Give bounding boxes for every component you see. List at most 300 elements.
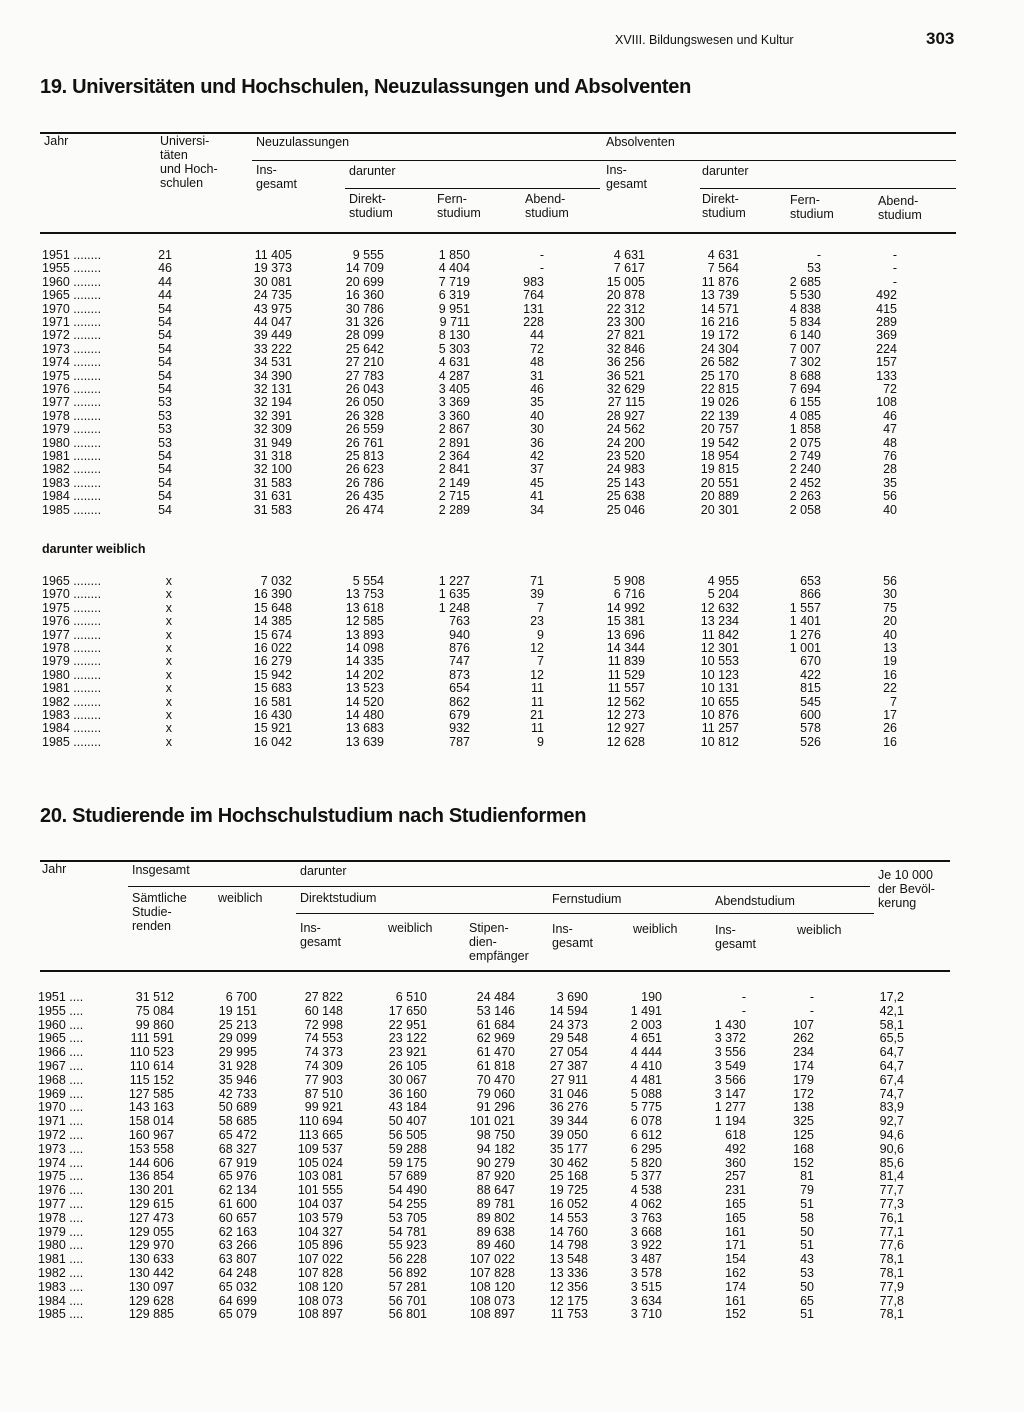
t19w-value-cell: 11 839 bbox=[607, 654, 645, 669]
t20-header-direkt-insgesamt bbox=[300, 921, 341, 949]
t19w-value-cell: x bbox=[165, 654, 172, 669]
t19w-value-cell: 13 639 bbox=[345, 734, 384, 749]
t19w-value-cell: 1 248 bbox=[438, 600, 470, 615]
t19w-value-cell: 11 529 bbox=[607, 667, 645, 682]
t19-neu-direkt-line1: Direkt- bbox=[349, 192, 386, 206]
t20-year-cell: 1967 .... bbox=[38, 1059, 84, 1073]
t19w-value-cell: 15 674 bbox=[253, 627, 292, 642]
t19-year-cell: 1965 ........ bbox=[42, 288, 102, 303]
t19w-value-cell: 11 bbox=[531, 694, 544, 709]
t20-value-cell: 27 054 bbox=[549, 1045, 588, 1060]
t19-value-cell: 31 326 bbox=[345, 315, 384, 329]
t19-header-jahr: Jahr bbox=[44, 134, 69, 148]
t19w-value-cell: 1 276 bbox=[789, 627, 821, 642]
t19w-value-cell: 26 bbox=[883, 721, 897, 736]
t19-value-cell: 19 026 bbox=[700, 395, 739, 410]
t20-value-cell: - bbox=[809, 1003, 814, 1018]
t20-value-cell: - bbox=[741, 1003, 746, 1018]
t19w-value-cell: 13 696 bbox=[606, 627, 645, 642]
t20-value-cell: 54 255 bbox=[388, 1197, 427, 1211]
t19-value-cell: 25 170 bbox=[700, 368, 739, 383]
t19-value-cell: 7 007 bbox=[789, 341, 821, 356]
t19-value-cell: 25 813 bbox=[345, 449, 384, 463]
t19-value-cell: 53 bbox=[807, 261, 821, 276]
t20-value-cell: 3 372 bbox=[714, 1031, 746, 1046]
t20-value-cell: 23 921 bbox=[388, 1045, 427, 1060]
t19w-value-cell: 71 bbox=[530, 574, 544, 588]
t19w-value-cell: 16 279 bbox=[253, 654, 292, 669]
t19-value-cell: 54 bbox=[158, 502, 172, 517]
t20-value-cell: 89 638 bbox=[476, 1224, 515, 1239]
t19w-value-cell: 12 bbox=[530, 641, 544, 655]
t19w-value-cell: 12 bbox=[530, 667, 544, 682]
t19-value-cell: 20 878 bbox=[606, 288, 645, 303]
t20-value-cell: 36 276 bbox=[549, 1100, 588, 1115]
t19w-value-cell: x bbox=[165, 587, 172, 602]
t20-header-direktstudium: Direktstudium bbox=[300, 891, 377, 905]
t19-value-cell: 26 435 bbox=[345, 489, 384, 504]
t19-year-cell: 1970 ........ bbox=[42, 301, 102, 316]
t20-value-cell: 87 510 bbox=[304, 1086, 343, 1101]
t20-value-cell: 90 279 bbox=[476, 1155, 515, 1170]
t20-year-cell: 1982 .... bbox=[38, 1266, 84, 1280]
t19w-value-cell: 14 992 bbox=[606, 600, 645, 615]
t20-value-cell: 3 578 bbox=[630, 1266, 662, 1280]
t19w-value-cell: 4 955 bbox=[707, 574, 739, 588]
t19-value-cell: 13 739 bbox=[700, 288, 739, 303]
t20-header-abend-weiblich: weiblich bbox=[797, 923, 842, 937]
t20-value-cell: 3 922 bbox=[630, 1238, 662, 1253]
t20-header-saemtliche bbox=[132, 891, 187, 933]
t19w-value-cell: 654 bbox=[449, 681, 470, 696]
t19-value-cell: 8 688 bbox=[789, 368, 821, 383]
running-head: XVIII. Bildungswesen und Kultur bbox=[615, 33, 794, 47]
t20-value-cell: 6 510 bbox=[395, 990, 427, 1004]
t20-value-cell: 53 705 bbox=[388, 1210, 427, 1225]
t20-year-cell: 1972 .... bbox=[38, 1128, 84, 1142]
t19-value-cell: 2 685 bbox=[789, 274, 821, 289]
t19w-value-cell: 7 032 bbox=[260, 574, 292, 588]
t20-value-cell: 77,9 bbox=[879, 1279, 904, 1294]
t20-value-cell: 107 022 bbox=[469, 1252, 515, 1267]
t20-fern-ins-line2: gesamt bbox=[552, 936, 593, 950]
t20-value-cell: 51 bbox=[800, 1238, 814, 1253]
t20-value-cell: 63 266 bbox=[218, 1238, 257, 1253]
t19-value-cell: 11 405 bbox=[254, 248, 292, 262]
t19-value-cell: 54 bbox=[158, 475, 172, 490]
t19-value-cell: 20 757 bbox=[700, 422, 739, 437]
t20-value-cell: 67,4 bbox=[879, 1072, 904, 1087]
t20-value-cell: 115 152 bbox=[129, 1072, 174, 1087]
t19-year-cell: 1984 ........ bbox=[42, 489, 102, 504]
t20-value-cell: 58,1 bbox=[879, 1017, 904, 1032]
t19-value-cell: 53 bbox=[158, 422, 172, 437]
t19-value-cell: 24 304 bbox=[700, 341, 739, 356]
t20-value-cell: 51 bbox=[800, 1307, 814, 1322]
t20-value-cell: 64 248 bbox=[218, 1266, 257, 1280]
t20-value-cell: 64 699 bbox=[218, 1293, 257, 1308]
t19-value-cell: 4 631 bbox=[707, 248, 739, 262]
t19-year-cell: 1980 ........ bbox=[42, 435, 102, 450]
t19w-value-cell: 787 bbox=[449, 734, 470, 749]
t20-value-cell: 3 690 bbox=[556, 990, 588, 1004]
t20-value-cell: 190 bbox=[641, 990, 662, 1004]
t20-value-cell: 77,6 bbox=[879, 1238, 904, 1253]
t19w-year-cell: 1977 ........ bbox=[42, 627, 102, 642]
t19w-value-cell: 16 bbox=[883, 734, 897, 749]
t20-value-cell: 30 067 bbox=[388, 1072, 427, 1087]
t20-value-cell: 99 921 bbox=[304, 1100, 343, 1115]
t20-year-cell: 1960 .... bbox=[38, 1017, 84, 1032]
t20-value-cell: 50 bbox=[800, 1224, 814, 1239]
t19-value-cell: 22 312 bbox=[606, 301, 645, 316]
t20-value-cell: 35 946 bbox=[218, 1072, 257, 1087]
t19-value-cell: 2 149 bbox=[438, 475, 470, 490]
t19w-value-cell: 932 bbox=[449, 721, 470, 736]
t20-value-cell: 89 781 bbox=[476, 1197, 515, 1211]
t20-year-cell: 1975 .... bbox=[38, 1169, 84, 1184]
t19w-year-cell: 1978 ........ bbox=[42, 641, 102, 655]
t19-year-cell: 1971 ........ bbox=[42, 315, 102, 329]
t20-value-cell: 29 099 bbox=[218, 1031, 257, 1046]
t20-je-line3: kerung bbox=[878, 896, 917, 910]
t19-value-cell: 54 bbox=[158, 368, 172, 383]
t20-value-cell: 89 802 bbox=[476, 1210, 515, 1225]
t20-value-cell: 54 490 bbox=[388, 1183, 427, 1198]
t19w-value-cell: 9 bbox=[537, 627, 544, 642]
t19w-value-cell: 14 335 bbox=[345, 654, 384, 669]
t19w-value-cell: 873 bbox=[449, 667, 470, 682]
t19-header-abs-darunter: darunter bbox=[702, 164, 749, 178]
t20-header-jahr: Jahr bbox=[42, 862, 67, 876]
t20-abend-ins-line2: gesamt bbox=[715, 937, 756, 951]
t19w-value-cell: 11 557 bbox=[607, 681, 645, 696]
t19-value-cell: 23 300 bbox=[606, 315, 645, 329]
t19-value-cell: 48 bbox=[883, 435, 897, 450]
t19-value-cell: 27 115 bbox=[607, 395, 645, 410]
t20-value-cell: 3 515 bbox=[630, 1279, 662, 1294]
t20-value-cell: 57 281 bbox=[388, 1279, 427, 1294]
t19w-value-cell: 75 bbox=[883, 600, 897, 615]
t20-value-cell: 130 442 bbox=[128, 1266, 174, 1280]
t19w-value-cell: 19 bbox=[883, 654, 897, 669]
t19w-value-cell: 12 927 bbox=[606, 721, 645, 736]
t20-value-cell: 257 bbox=[725, 1169, 746, 1184]
t20-value-cell: 130 201 bbox=[128, 1183, 174, 1198]
t20-value-cell: 1 277 bbox=[714, 1100, 746, 1115]
t19w-value-cell: 15 683 bbox=[253, 681, 292, 696]
t20-value-cell: 104 327 bbox=[297, 1224, 343, 1239]
t19-value-cell: 54 bbox=[158, 462, 172, 477]
t19-value-cell: 44 bbox=[530, 328, 544, 343]
t19w-value-cell: x bbox=[165, 721, 172, 736]
t20-value-cell: 77 903 bbox=[304, 1072, 343, 1087]
t20-value-cell: 158 014 bbox=[128, 1114, 174, 1129]
t19w-value-cell: 11 bbox=[531, 681, 544, 696]
t20-value-cell: 31 046 bbox=[549, 1086, 588, 1101]
t20-value-cell: 53 146 bbox=[476, 1003, 515, 1018]
t19w-value-cell: 9 bbox=[537, 734, 544, 749]
t19-value-cell: 37 bbox=[530, 462, 544, 477]
t20-value-cell: 25 168 bbox=[549, 1169, 588, 1184]
t19w-value-cell: 815 bbox=[800, 681, 821, 696]
t19-value-cell: 36 bbox=[530, 435, 544, 450]
t19-univ-line1: Universi- bbox=[160, 134, 210, 148]
t19w-value-cell: 12 301 bbox=[700, 641, 739, 655]
t20-year-cell: 1985 .... bbox=[38, 1307, 84, 1322]
t19w-value-cell: x bbox=[165, 708, 172, 722]
t19-value-cell: 415 bbox=[876, 301, 897, 316]
t19-header-neu-fern bbox=[437, 192, 481, 220]
t20-value-cell: 14 594 bbox=[549, 1003, 588, 1018]
t20-value-cell: 64,7 bbox=[879, 1045, 904, 1060]
t20-value-cell: 108 897 bbox=[297, 1307, 343, 1322]
t19w-value-cell: 1 001 bbox=[789, 641, 821, 655]
t20-value-cell: 17,2 bbox=[879, 990, 904, 1004]
t20-value-cell: 153 558 bbox=[128, 1141, 174, 1156]
t20-value-cell: 56 892 bbox=[388, 1266, 427, 1280]
t19w-value-cell: 10 131 bbox=[700, 681, 739, 696]
t20-year-cell: 1984 .... bbox=[38, 1293, 84, 1308]
t20-value-cell: 65 976 bbox=[218, 1169, 257, 1184]
t20-value-cell: 65 032 bbox=[218, 1279, 257, 1294]
t19-value-cell: 14 571 bbox=[700, 301, 739, 316]
t20-value-cell: 325 bbox=[793, 1114, 814, 1129]
t20-value-cell: 60 148 bbox=[304, 1003, 343, 1018]
t19-value-cell: 492 bbox=[876, 288, 897, 303]
t19-value-cell: 2 058 bbox=[789, 502, 821, 517]
t20-value-cell: 3 566 bbox=[714, 1072, 746, 1087]
t20-value-cell: 108 073 bbox=[297, 1293, 343, 1308]
t19-value-cell: 34 531 bbox=[253, 355, 292, 370]
t19-header-universitaeten bbox=[160, 134, 218, 190]
t19w-value-cell: 545 bbox=[800, 694, 821, 709]
t19-value-cell: 26 786 bbox=[345, 475, 384, 490]
t20-value-cell: 231 bbox=[725, 1183, 746, 1198]
t20-value-cell: 89 460 bbox=[476, 1238, 515, 1253]
t19-value-cell: 2 289 bbox=[438, 502, 470, 517]
t20-stip-line1: Stipen- bbox=[469, 921, 509, 935]
t20-value-cell: 136 854 bbox=[128, 1169, 174, 1184]
t20-value-cell: 3 556 bbox=[714, 1045, 746, 1060]
t20-value-cell: 65 bbox=[800, 1293, 814, 1308]
t19-value-cell: 19 542 bbox=[700, 435, 739, 450]
t19-year-cell: 1976 ........ bbox=[42, 382, 102, 396]
t20-value-cell: 31 512 bbox=[135, 990, 174, 1004]
t19w-value-cell: 12 585 bbox=[345, 614, 384, 629]
t19-value-cell: 5 303 bbox=[438, 341, 470, 356]
t19-univ-line2: täten bbox=[160, 148, 188, 162]
t19w-value-cell: x bbox=[165, 681, 172, 696]
t19-value-cell: 11 876 bbox=[701, 274, 739, 289]
t19-value-cell: 24 983 bbox=[606, 462, 645, 477]
t20-value-cell: 107 828 bbox=[297, 1266, 343, 1280]
t20-value-cell: 6 612 bbox=[630, 1128, 662, 1142]
t20-value-cell: 59 288 bbox=[388, 1141, 427, 1156]
t20-value-cell: 6 700 bbox=[225, 990, 257, 1004]
t19-value-cell: 2 263 bbox=[789, 489, 821, 504]
table20-rule-3 bbox=[296, 913, 874, 914]
t19w-value-cell: 13 bbox=[883, 641, 897, 655]
t19w-value-cell: 15 381 bbox=[606, 614, 645, 629]
t19-value-cell: 32 629 bbox=[606, 382, 645, 396]
t19-value-cell: - bbox=[539, 261, 544, 276]
t20-year-cell: 1971 .... bbox=[38, 1114, 84, 1129]
t20-year-cell: 1981 .... bbox=[38, 1252, 84, 1267]
t20-value-cell: 35 177 bbox=[549, 1141, 588, 1156]
t19-value-cell: 14 709 bbox=[345, 261, 384, 276]
t20-value-cell: 81 bbox=[800, 1169, 814, 1184]
t19-value-cell: 54 bbox=[158, 449, 172, 463]
t19-abs-abend-line1: Abend- bbox=[878, 194, 919, 208]
t19w-year-cell: 1984 ........ bbox=[42, 721, 102, 736]
t19-value-cell: 2 452 bbox=[789, 475, 821, 490]
t20-value-cell: 12 356 bbox=[549, 1279, 588, 1294]
t20-value-cell: 74 309 bbox=[304, 1059, 343, 1073]
t19-value-cell: 53 bbox=[158, 395, 172, 410]
t19-value-cell: 224 bbox=[876, 341, 897, 356]
t20-value-cell: 3 487 bbox=[630, 1252, 662, 1267]
t20-value-cell: 161 bbox=[725, 1224, 746, 1239]
t20-year-cell: 1951 .... bbox=[38, 990, 84, 1004]
t19-value-cell: 4 631 bbox=[613, 248, 645, 262]
t19-value-cell: 30 786 bbox=[345, 301, 384, 316]
t20-value-cell: 26 105 bbox=[388, 1059, 427, 1073]
t19-value-cell: 24 735 bbox=[253, 288, 292, 303]
t19-value-cell: 32 194 bbox=[253, 395, 292, 410]
t19-year-cell: 1975 ........ bbox=[42, 368, 102, 383]
t19-value-cell: 2 891 bbox=[438, 435, 470, 450]
t19w-value-cell: 56 bbox=[883, 574, 897, 588]
table19-rule-3a bbox=[345, 188, 600, 189]
t20-saemtliche-line1: Sämtliche bbox=[132, 891, 187, 905]
t19w-value-cell: 14 202 bbox=[345, 667, 384, 682]
t20-year-cell: 1969 .... bbox=[38, 1086, 84, 1101]
t19w-value-cell: 6 716 bbox=[613, 587, 645, 602]
t19w-value-cell: 670 bbox=[800, 654, 821, 669]
t19-value-cell: 2 715 bbox=[438, 489, 470, 504]
t19-value-cell: 26 050 bbox=[345, 395, 384, 410]
t20-year-cell: 1976 .... bbox=[38, 1183, 84, 1198]
t20-value-cell: 56 701 bbox=[388, 1293, 427, 1308]
table19-title: 19. Universitäten und Hochschulen, Neuzulassungen und Absolventen bbox=[40, 76, 691, 98]
t19-value-cell: 32 309 bbox=[253, 422, 292, 437]
t19w-value-cell: 5 204 bbox=[707, 587, 739, 602]
t19w-value-cell: 14 520 bbox=[345, 694, 384, 709]
t20-value-cell: 14 760 bbox=[549, 1224, 588, 1239]
t20-value-cell: 36 160 bbox=[388, 1086, 427, 1101]
t20-year-cell: 1983 .... bbox=[38, 1279, 84, 1294]
t20-year-cell: 1978 .... bbox=[38, 1210, 84, 1225]
t20-value-cell: 17 650 bbox=[388, 1003, 427, 1018]
t20-value-cell: 63 807 bbox=[218, 1252, 257, 1267]
t19-value-cell: - bbox=[539, 248, 544, 262]
t20-fern-ins-line1: Ins- bbox=[552, 922, 573, 936]
t19-value-cell: 44 047 bbox=[253, 315, 292, 329]
t19-value-cell: 5 530 bbox=[789, 288, 821, 303]
t20-value-cell: 30 462 bbox=[549, 1155, 588, 1170]
t19w-value-cell: 10 812 bbox=[700, 734, 739, 749]
t20-header-abendstudium: Abendstudium bbox=[715, 894, 795, 908]
t19w-value-cell: 5 554 bbox=[352, 574, 384, 588]
t19-value-cell: 31 bbox=[530, 368, 544, 383]
t20-saemtliche-line3: renden bbox=[132, 919, 171, 933]
t20-value-cell: 72 998 bbox=[304, 1017, 343, 1032]
t19w-value-cell: 15 648 bbox=[253, 600, 292, 615]
t19-header-abs-abend bbox=[878, 194, 922, 222]
t19-value-cell: 24 200 bbox=[606, 435, 645, 450]
t20-header-stipendienempfaenger bbox=[469, 921, 529, 963]
t20-value-cell: 56 505 bbox=[388, 1128, 427, 1142]
t19w-value-cell: 763 bbox=[449, 614, 470, 629]
t19-value-cell: 289 bbox=[876, 315, 897, 329]
t20-value-cell: 129 055 bbox=[128, 1224, 174, 1239]
t20-value-cell: 68 327 bbox=[218, 1141, 257, 1156]
t20-value-cell: 90,6 bbox=[879, 1141, 904, 1156]
t19-header-neu-abend bbox=[525, 192, 569, 220]
t19w-value-cell: 22 bbox=[883, 681, 897, 696]
t19-value-cell: 26 474 bbox=[345, 502, 384, 517]
t20-value-cell: 129 885 bbox=[128, 1307, 174, 1322]
t20-value-cell: 50 689 bbox=[218, 1100, 257, 1115]
t20-value-cell: 16 052 bbox=[549, 1197, 588, 1211]
t19-value-cell: 25 638 bbox=[606, 489, 645, 504]
t20-value-cell: 50 407 bbox=[388, 1114, 427, 1129]
t19-value-cell: 4 404 bbox=[438, 261, 470, 276]
t20-year-cell: 1977 .... bbox=[38, 1197, 84, 1211]
t19-value-cell: 31 583 bbox=[253, 475, 292, 490]
t19-value-cell: 157 bbox=[876, 355, 897, 370]
t20-value-cell: 39 344 bbox=[549, 1114, 588, 1129]
t19-year-cell: 1960 ........ bbox=[42, 274, 102, 289]
t20-value-cell: 55 923 bbox=[388, 1238, 427, 1253]
t20-value-cell: 3 549 bbox=[714, 1059, 746, 1073]
t20-value-cell: 61 684 bbox=[476, 1017, 515, 1032]
t19-value-cell: 25 642 bbox=[345, 341, 384, 356]
t19-neu-direkt-line2: studium bbox=[349, 206, 393, 220]
t19-abs-ins-line2: gesamt bbox=[606, 177, 647, 191]
t19w-value-cell: 30 bbox=[883, 587, 897, 602]
t20-value-cell: 127 585 bbox=[128, 1086, 174, 1101]
t19-value-cell: 42 bbox=[530, 449, 544, 463]
t19w-value-cell: 1 227 bbox=[438, 574, 470, 588]
t20-value-cell: 85,6 bbox=[879, 1155, 904, 1170]
t19-value-cell: 26 043 bbox=[345, 382, 384, 396]
t19-value-cell: 8 130 bbox=[438, 328, 470, 343]
t19-value-cell: 19 373 bbox=[253, 261, 292, 276]
t20-value-cell: 108 120 bbox=[297, 1279, 343, 1294]
t19w-value-cell: x bbox=[165, 667, 172, 682]
t19-value-cell: 9 711 bbox=[439, 315, 470, 329]
t19-year-cell: 1974 ........ bbox=[42, 355, 102, 370]
t19-year-cell: 1985 ........ bbox=[42, 502, 102, 517]
t19-value-cell: 72 bbox=[530, 341, 544, 356]
t19w-value-cell: 21 bbox=[530, 708, 544, 722]
t19-subheading: darunter weiblich bbox=[42, 542, 146, 556]
t19w-value-cell: 7 bbox=[890, 694, 897, 709]
t20-value-cell: 25 213 bbox=[218, 1017, 257, 1032]
t19-neu-abend-line1: Abend- bbox=[525, 192, 566, 206]
t19-abs-direkt-line2: studium bbox=[702, 206, 746, 220]
t20-value-cell: 152 bbox=[725, 1307, 746, 1322]
t20-year-cell: 1968 .... bbox=[38, 1072, 84, 1087]
t19-value-cell: 31 318 bbox=[253, 449, 292, 463]
t19-value-cell: 30 081 bbox=[253, 274, 292, 289]
t19-value-cell: 2 075 bbox=[789, 435, 821, 450]
t20-value-cell: 70 470 bbox=[476, 1072, 515, 1087]
t19-year-cell: 1983 ........ bbox=[42, 475, 102, 490]
t19-abs-direkt-line1: Direkt- bbox=[702, 192, 739, 206]
